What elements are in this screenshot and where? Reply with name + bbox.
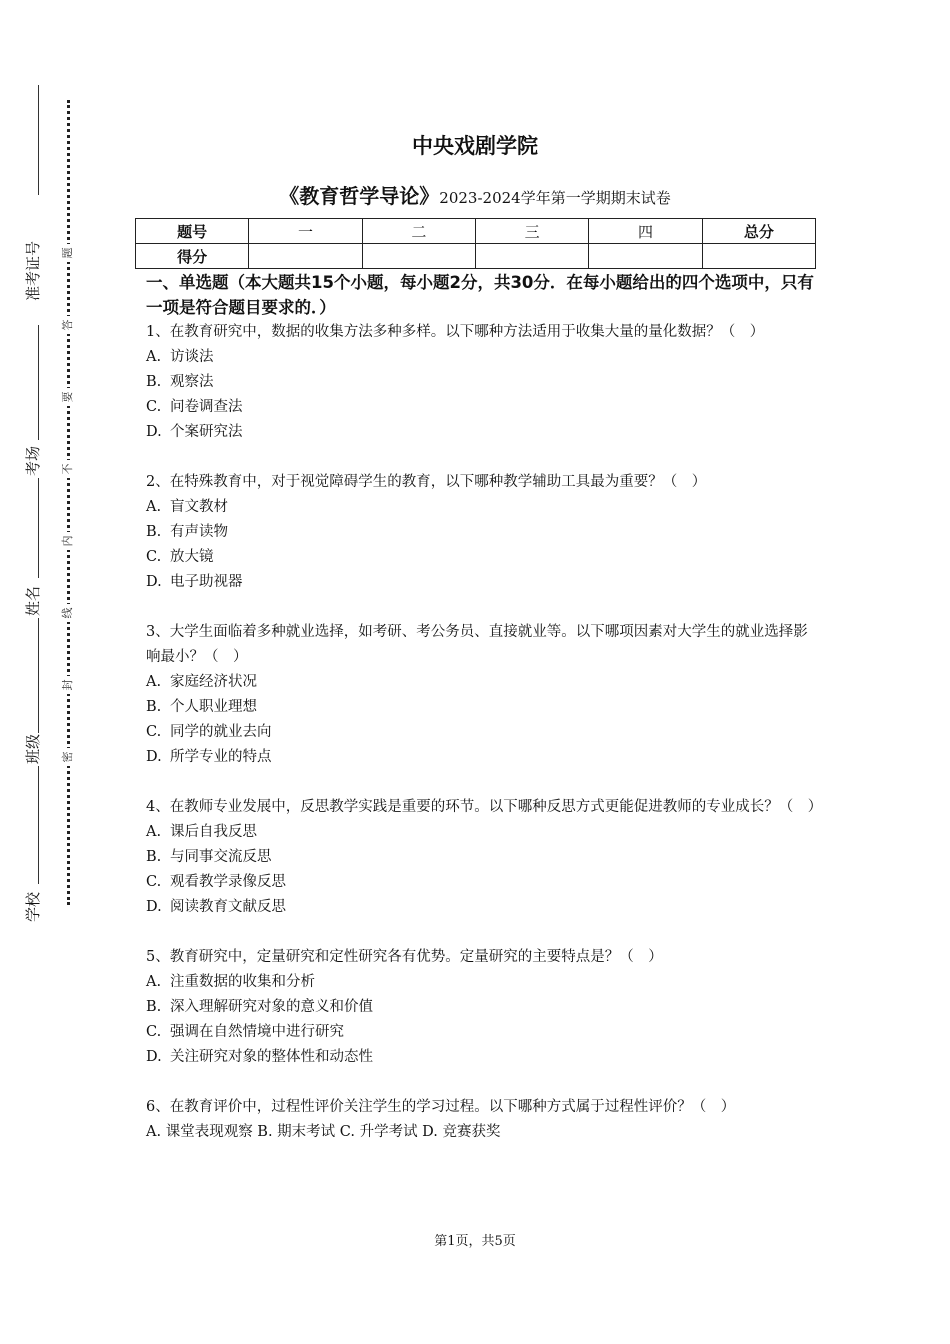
question <box>146 945 816 1070</box>
option-key: A. <box>146 349 162 365</box>
option-key: C. <box>146 874 162 890</box>
question-stem: 4、在教师专业发展中，反思教学实践是重要的环节。以下哪种反思方式更能促进教师的专业成长？（ ） <box>146 799 823 815</box>
option-text: 盲文教材 <box>170 499 228 515</box>
option <box>146 870 816 895</box>
binding-label-exam-number: 准考证号 <box>24 240 42 301</box>
option-key: A. <box>146 824 162 840</box>
question <box>146 320 816 445</box>
option-text: 课后自我反思 <box>170 824 257 840</box>
option-key: D. <box>146 1049 162 1065</box>
option-key: C. <box>146 1024 162 1040</box>
option <box>146 845 816 870</box>
option-key: B. <box>146 374 162 390</box>
question-stem: 2、在特殊教育中，对于视觉障碍学生的教育，以下哪种教学辅助工具最为重要？（ ） <box>146 474 707 490</box>
option-text: 放大镜 <box>170 549 214 565</box>
option <box>146 970 816 995</box>
option <box>146 820 816 845</box>
seal-char: 线 <box>59 604 77 622</box>
binding-rule <box>38 618 39 733</box>
seal-char: 答 <box>59 316 77 334</box>
option-key: D. <box>146 749 162 765</box>
question <box>146 1095 816 1145</box>
question <box>146 620 816 770</box>
option <box>146 395 816 420</box>
option-text: 个案研究法 <box>170 424 243 440</box>
option <box>146 495 816 520</box>
option <box>146 545 816 570</box>
question-stem: 5、教育研究中，定量研究和定性研究各有优势。定量研究的主要特点是？（ ） <box>146 949 663 965</box>
question-stem: 6、在教育评价中，过程性评价关注学生的学习过程。以下哪种方式属于过程性评价？（ ） <box>146 1099 736 1115</box>
score-header-cell: 总分 <box>702 219 815 244</box>
score-table <box>135 218 816 269</box>
question-list <box>146 320 823 1170</box>
option-text: 访谈法 <box>170 349 214 365</box>
option-key: B. <box>146 524 162 540</box>
course-name: 《教育哲学导论》 <box>279 184 440 208</box>
option-key: A. <box>146 499 162 515</box>
question-stem: 1、在教育研究中，数据的收集方法多种多样。以下哪种方法适用于收集大量的量化数据？（ ） <box>146 324 765 340</box>
option-key: D. <box>146 424 162 440</box>
option-key: B. <box>146 999 162 1015</box>
option-key: C. <box>146 399 162 415</box>
option-text: 有声读物 <box>170 524 228 540</box>
binding-label-name: 姓名 <box>24 585 42 616</box>
score-row-label: 得分 <box>136 244 249 269</box>
option-key: C. <box>146 724 162 740</box>
score-cell <box>589 244 702 269</box>
seal-char: 题 <box>59 244 77 262</box>
option-key: D. <box>146 574 162 590</box>
option <box>146 720 816 745</box>
binding-rule <box>38 325 39 440</box>
option-text: 深入理解研究对象的意义和价值 <box>170 999 373 1015</box>
option-key: C. <box>146 549 162 565</box>
option-text: 电子助视器 <box>170 574 243 590</box>
question <box>146 795 823 920</box>
option <box>146 1045 816 1070</box>
option-text: 所学专业的特点 <box>170 749 272 765</box>
option-key: A. <box>146 974 162 990</box>
section-heading: 一、单选题（本大题共15个小题，每小题2分，共30分．在每小题给出的四个选项中，只有一项是符合题目要求的．） <box>146 273 814 317</box>
seal-char: 不 <box>59 460 77 478</box>
binding-rule <box>38 478 39 578</box>
option-text: 关注研究对象的整体性和动态性 <box>170 1049 373 1065</box>
seal-char: 要 <box>59 388 77 406</box>
option-text: 同学的就业去向 <box>170 724 272 740</box>
seal-char: 密 <box>59 748 77 766</box>
option <box>146 1020 816 1045</box>
exam-title <box>0 180 950 209</box>
binding-label-class: 班级 <box>24 733 42 764</box>
score-header-cell: 三 <box>475 219 588 244</box>
option-text: 观看教学录像反思 <box>170 874 286 890</box>
option-key: B. <box>146 699 162 715</box>
option <box>146 670 816 695</box>
option <box>146 420 816 445</box>
score-table-score-row <box>136 244 816 269</box>
seal-char: 内 <box>59 532 77 550</box>
page-number: 第1页，共5页 <box>434 1234 516 1249</box>
option-text: 注重数据的收集和分析 <box>170 974 315 990</box>
school-name: 中央戏剧学院 <box>412 134 538 158</box>
question-stem: 3、大学生面临着多种就业选择，如考研、考公务员、直接就业等。以下哪项因素对大学生的就业选择影响最小？（ ） <box>146 624 808 665</box>
score-header-cell: 一 <box>249 219 362 244</box>
option-key: D. <box>146 899 162 915</box>
option-text: 观察法 <box>170 374 214 390</box>
seal-char: 封 <box>59 676 77 694</box>
option-text: 个人职业理想 <box>170 699 257 715</box>
option <box>146 370 816 395</box>
score-header-cell: 题号 <box>136 219 249 244</box>
score-header-cell: 四 <box>589 219 702 244</box>
score-table-header-row <box>136 219 816 244</box>
binding-rule <box>38 766 39 884</box>
option-text: 与同事交流反思 <box>170 849 272 865</box>
score-header-cell: 二 <box>362 219 475 244</box>
option-text: 强调在自然情境中进行研究 <box>170 1024 344 1040</box>
binding-label-school: 学校 <box>24 891 42 922</box>
score-cell <box>702 244 815 269</box>
seal-dotted-line <box>67 100 70 905</box>
option-key: A. <box>146 674 162 690</box>
option <box>146 520 816 545</box>
option-key: B. <box>146 849 162 865</box>
option-text: 问卷调查法 <box>170 399 243 415</box>
option-row-inline: A. 课堂表现观察 B. 期末考试 C. 升学考试 D. 竞赛获奖 <box>146 1124 501 1140</box>
option <box>146 345 816 370</box>
option-text: 家庭经济状况 <box>170 674 257 690</box>
option <box>146 695 816 720</box>
option <box>146 745 816 770</box>
option <box>146 570 816 595</box>
option <box>146 995 816 1020</box>
score-cell <box>475 244 588 269</box>
option-text: 阅读教育文献反思 <box>170 899 286 915</box>
binding-label-exam-room: 考场 <box>24 445 42 476</box>
question <box>146 470 816 595</box>
score-cell <box>362 244 475 269</box>
score-cell <box>249 244 362 269</box>
exam-term: 2023-2024学年第一学期期末试卷 <box>439 189 671 207</box>
option <box>146 895 816 920</box>
